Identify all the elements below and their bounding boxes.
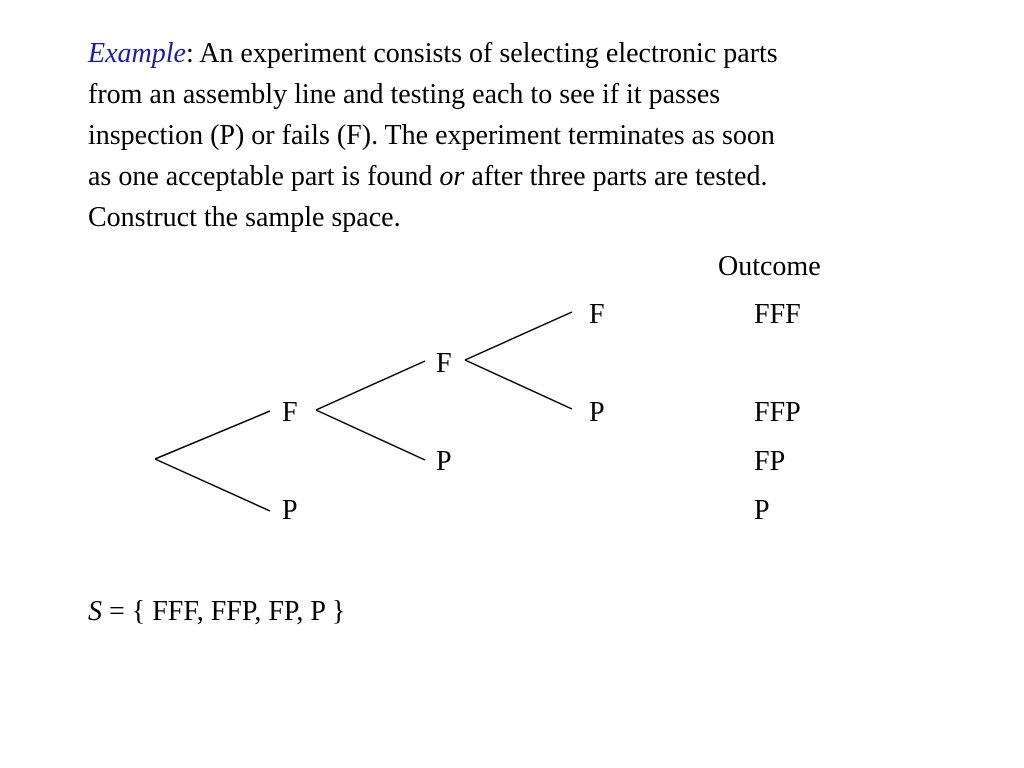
sample-space-statement: [88, 594, 345, 630]
sample-space-set: = { FFF, FFP, FP, P }: [102, 596, 346, 627]
node-level2-fail: F: [436, 348, 452, 379]
outcome-header: Outcome: [718, 251, 821, 282]
problem-line-5: Construct the sample space.: [88, 202, 401, 233]
problem-line-4: [88, 156, 968, 197]
node-level2-pass: P: [436, 446, 452, 477]
branch-f-to-ff: [316, 361, 425, 410]
branch-ff-to-ffp: [465, 360, 572, 409]
branch-f-to-fp: [316, 410, 425, 460]
outcome-p: P: [754, 495, 770, 526]
problem-line-1: [88, 33, 968, 74]
branch-ff-to-fff: [465, 312, 572, 360]
problem-statement: [88, 33, 968, 238]
sample-space-symbol: S: [88, 596, 102, 627]
outcome-fp: FP: [754, 446, 786, 477]
problem-line-1-text: : An experiment consists of selecting electronic parts: [185, 38, 778, 69]
or-emphasis: or: [439, 161, 465, 192]
node-level3-fail: F: [589, 299, 605, 330]
problem-line-4-end: after three parts are tested.: [464, 161, 768, 192]
node-level3-pass: P: [589, 397, 605, 428]
branch-root-to-f: [155, 411, 270, 459]
node-level1-fail: F: [282, 397, 298, 428]
branch-root-to-p: [155, 459, 270, 511]
problem-line-3: inspection (P) or fails (F). The experiment terminates as soon: [88, 120, 775, 151]
node-level1-pass: P: [282, 495, 298, 526]
example-label: Example: [88, 38, 186, 69]
problem-line-4-start: as one acceptable part is found: [88, 161, 440, 192]
outcome-fff: FFF: [754, 299, 801, 330]
problem-line-2: from an assembly line and testing each to see if it passes: [88, 79, 721, 110]
outcome-ffp: FFP: [754, 397, 801, 428]
